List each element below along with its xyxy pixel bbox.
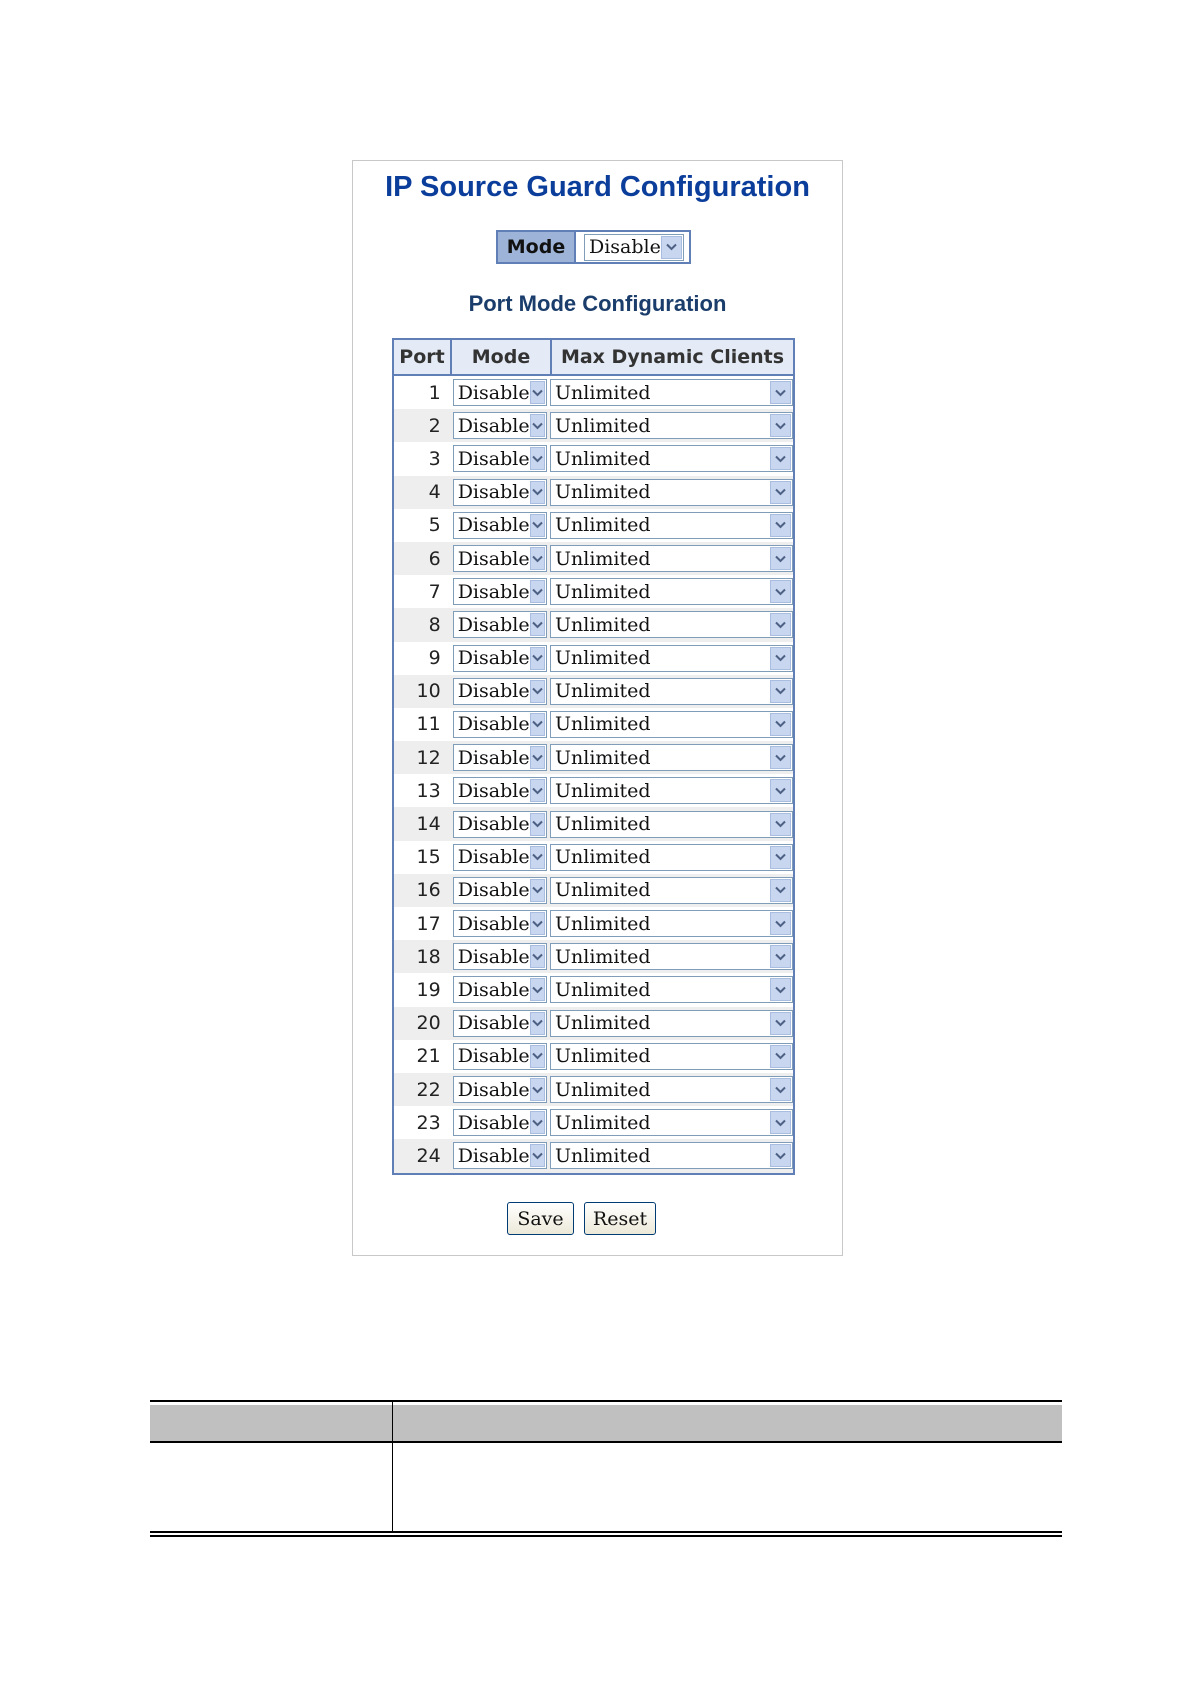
description-table: [150, 1400, 1062, 1537]
port-mode-value: Disable: [457, 680, 530, 703]
table-row: [394, 442, 793, 475]
chevron-down-icon[interactable]: [530, 746, 545, 769]
max-dynamic-clients-value: Unlimited: [555, 647, 651, 670]
chevron-down-icon[interactable]: [530, 613, 545, 636]
port-number: 8: [428, 613, 441, 636]
page-title: IP Source Guard Configuration: [385, 171, 810, 203]
max-dynamic-clients-select[interactable]: [550, 1109, 793, 1136]
max-dynamic-clients-select[interactable]: [550, 445, 793, 472]
table-row: [394, 1139, 793, 1172]
chevron-down-icon[interactable]: [530, 481, 545, 504]
max-dynamic-clients-value: Unlimited: [555, 779, 651, 802]
max-dynamic-clients-select[interactable]: [550, 943, 793, 970]
chevron-down-icon[interactable]: [770, 978, 791, 1001]
table-row: [394, 409, 793, 442]
max-dynamic-clients-select[interactable]: [550, 678, 793, 705]
port-mode-select[interactable]: [453, 711, 547, 738]
chevron-down-icon[interactable]: [530, 945, 545, 968]
port-mode-table: [392, 338, 795, 1175]
port-number: 3: [428, 447, 441, 470]
max-dynamic-clients-select[interactable]: [550, 479, 793, 506]
global-mode-select[interactable]: [584, 234, 684, 261]
section-title: Port Mode Configuration: [468, 291, 727, 316]
table-row: [394, 774, 793, 807]
table-row: [394, 642, 793, 675]
port-number: 22: [416, 1078, 441, 1101]
table-row: [394, 509, 793, 542]
port-mode-select[interactable]: [453, 611, 547, 638]
max-dynamic-clients-value: Unlimited: [555, 1012, 651, 1035]
port-mode-value: Disable: [457, 779, 530, 802]
chevron-down-icon[interactable]: [530, 1111, 545, 1134]
table-row: [394, 973, 793, 1006]
table-row: [394, 1040, 793, 1073]
table-row: [394, 940, 793, 973]
port-mode-select[interactable]: [453, 1142, 547, 1169]
port-mode-value: Disable: [457, 647, 530, 670]
port-mode-select[interactable]: [453, 1076, 547, 1103]
chevron-down-icon[interactable]: [770, 447, 791, 470]
chevron-down-icon[interactable]: [530, 381, 545, 404]
divider: [392, 1405, 393, 1532]
max-dynamic-clients-value: Unlimited: [555, 580, 651, 603]
chevron-down-icon[interactable]: [530, 912, 545, 935]
port-number: 1: [428, 381, 441, 404]
table-row: [394, 476, 793, 509]
port-mode-value: Disable: [457, 1144, 530, 1167]
table-row: [394, 1007, 793, 1040]
port-mode-select[interactable]: [453, 512, 547, 539]
table-row: [394, 741, 793, 774]
chevron-down-icon[interactable]: [530, 779, 545, 802]
port-number: 15: [416, 846, 441, 869]
chevron-down-icon[interactable]: [770, 647, 791, 670]
port-mode-value: Disable: [457, 879, 530, 902]
max-dynamic-clients-select[interactable]: [550, 611, 793, 638]
chevron-down-icon[interactable]: [770, 547, 791, 570]
max-dynamic-clients-value: Unlimited: [555, 879, 651, 902]
port-mode-value: Disable: [457, 713, 530, 736]
port-mode-select[interactable]: [453, 777, 547, 804]
port-number: 18: [416, 945, 441, 968]
table-row: [394, 1073, 793, 1106]
table-row: [394, 1106, 793, 1139]
port-mode-select[interactable]: [453, 1010, 547, 1037]
chevron-down-icon[interactable]: [770, 580, 791, 603]
port-number: 4: [428, 481, 441, 504]
port-number: 9: [428, 647, 441, 670]
port-number: 20: [416, 1012, 441, 1035]
chevron-down-icon[interactable]: [530, 1012, 545, 1035]
save-button[interactable]: Save: [507, 1202, 574, 1235]
chevron-down-icon[interactable]: [770, 879, 791, 902]
chevron-down-icon[interactable]: [770, 680, 791, 703]
port-mode-select[interactable]: [453, 877, 547, 904]
max-dynamic-clients-value: Unlimited: [555, 846, 651, 869]
button-bar: [353, 1202, 842, 1235]
chevron-down-icon[interactable]: [770, 746, 791, 769]
chevron-down-icon[interactable]: [530, 414, 545, 437]
chevron-down-icon[interactable]: [770, 1012, 791, 1035]
chevron-down-icon[interactable]: [770, 1111, 791, 1134]
max-dynamic-clients-select[interactable]: [550, 777, 793, 804]
max-dynamic-clients-value: Unlimited: [555, 978, 651, 1001]
port-mode-value: Disable: [457, 1078, 530, 1101]
max-dynamic-clients-select[interactable]: [550, 1076, 793, 1103]
chevron-down-icon[interactable]: [661, 236, 682, 259]
chevron-down-icon[interactable]: [770, 945, 791, 968]
table-row: [394, 675, 793, 708]
max-dynamic-clients-select[interactable]: [550, 844, 793, 871]
max-dynamic-clients-select[interactable]: [550, 711, 793, 738]
max-dynamic-clients-select[interactable]: [550, 910, 793, 937]
port-number: 17: [416, 912, 441, 935]
port-number: 24: [416, 1144, 441, 1167]
chevron-down-icon[interactable]: [530, 813, 545, 836]
max-dynamic-clients-value: Unlimited: [555, 1111, 651, 1134]
port-mode-select[interactable]: [453, 943, 547, 970]
port-number: 13: [416, 779, 441, 802]
description-header: [150, 1405, 1062, 1441]
chevron-down-icon[interactable]: [530, 1144, 545, 1167]
table-row: [394, 575, 793, 608]
max-dynamic-clients-value: Unlimited: [555, 680, 651, 703]
max-dynamic-clients-select[interactable]: [550, 578, 793, 605]
divider: [150, 1531, 1062, 1533]
port-number: 23: [416, 1111, 441, 1134]
chevron-down-icon[interactable]: [770, 613, 791, 636]
max-dynamic-clients-select[interactable]: [550, 811, 793, 838]
port-number: 7: [428, 580, 441, 603]
table-body: [394, 376, 793, 1173]
table-row: [394, 874, 793, 907]
port-mode-value: Disable: [457, 580, 530, 603]
max-dynamic-clients-value: Unlimited: [555, 1144, 651, 1167]
port-mode-value: Disable: [457, 613, 530, 636]
port-mode-value: Disable: [457, 978, 530, 1001]
port-mode-select[interactable]: [453, 910, 547, 937]
port-number: 19: [416, 978, 441, 1001]
chevron-down-icon[interactable]: [770, 1078, 791, 1101]
port-mode-select[interactable]: [453, 445, 547, 472]
divider: [150, 1535, 1062, 1537]
table-row: [394, 608, 793, 641]
chevron-down-icon[interactable]: [530, 447, 545, 470]
table-row: [394, 907, 793, 940]
chevron-down-icon[interactable]: [530, 978, 545, 1001]
chevron-down-icon[interactable]: [770, 1045, 791, 1068]
chevron-down-icon[interactable]: [530, 1045, 545, 1068]
max-dynamic-clients-select[interactable]: [550, 512, 793, 539]
port-mode-value: Disable: [457, 514, 530, 537]
port-number: 21: [416, 1045, 441, 1068]
port-mode-select[interactable]: [453, 412, 547, 439]
port-mode-select[interactable]: [453, 844, 547, 871]
divider: [150, 1441, 1062, 1443]
max-dynamic-clients-value: Unlimited: [555, 481, 651, 504]
chevron-down-icon[interactable]: [530, 514, 545, 537]
max-dynamic-clients-value: Unlimited: [555, 945, 651, 968]
chevron-down-icon[interactable]: [530, 580, 545, 603]
port-mode-value: Disable: [457, 912, 530, 935]
port-mode-value: Disable: [457, 414, 530, 437]
global-mode-group: [496, 230, 691, 264]
max-dynamic-clients-value: Unlimited: [555, 1078, 651, 1101]
chevron-down-icon[interactable]: [530, 1078, 545, 1101]
header-port: Port: [394, 340, 452, 374]
table-row: [394, 708, 793, 741]
max-dynamic-clients-select[interactable]: [550, 744, 793, 771]
port-mode-select[interactable]: [453, 1043, 547, 1070]
max-dynamic-clients-select[interactable]: [550, 1043, 793, 1070]
chevron-down-icon[interactable]: [770, 912, 791, 935]
port-mode-value: Disable: [457, 381, 530, 404]
chevron-down-icon[interactable]: [770, 481, 791, 504]
port-number: 16: [416, 879, 441, 902]
port-mode-value: Disable: [457, 481, 530, 504]
chevron-down-icon[interactable]: [770, 813, 791, 836]
chevron-down-icon[interactable]: [770, 779, 791, 802]
port-mode-select[interactable]: [453, 379, 547, 406]
chevron-down-icon[interactable]: [530, 680, 545, 703]
chevron-down-icon[interactable]: [530, 547, 545, 570]
max-dynamic-clients-select[interactable]: [550, 412, 793, 439]
port-mode-select[interactable]: [453, 578, 547, 605]
table-row: [394, 807, 793, 840]
divider: [150, 1400, 1062, 1402]
max-dynamic-clients-value: Unlimited: [555, 414, 651, 437]
port-mode-value: Disable: [457, 945, 530, 968]
max-dynamic-clients-select[interactable]: [550, 877, 793, 904]
port-mode-select[interactable]: [453, 545, 547, 572]
chevron-down-icon[interactable]: [770, 381, 791, 404]
port-mode-value: Disable: [457, 1012, 530, 1035]
max-dynamic-clients-value: Unlimited: [555, 613, 651, 636]
header-mode: Mode: [452, 340, 552, 374]
chevron-down-icon[interactable]: [530, 713, 545, 736]
chevron-down-icon[interactable]: [530, 846, 545, 869]
max-dynamic-clients-value: Unlimited: [555, 713, 651, 736]
max-dynamic-clients-value: Unlimited: [555, 746, 651, 769]
header-max-dynamic-clients: Max Dynamic Clients: [560, 346, 785, 368]
port-mode-value: Disable: [457, 813, 530, 836]
port-number: 10: [416, 680, 441, 703]
max-dynamic-clients-select[interactable]: [550, 1010, 793, 1037]
port-mode-value: Disable: [457, 746, 530, 769]
port-number: 11: [416, 713, 441, 736]
max-dynamic-clients-select[interactable]: [550, 976, 793, 1003]
table-row: [394, 376, 793, 409]
port-mode-select[interactable]: [453, 976, 547, 1003]
port-mode-select[interactable]: [453, 479, 547, 506]
chevron-down-icon[interactable]: [770, 713, 791, 736]
max-dynamic-clients-value: Unlimited: [555, 1045, 651, 1068]
max-dynamic-clients-value: Unlimited: [555, 514, 651, 537]
port-mode-value: Disable: [457, 1045, 530, 1068]
port-mode-value: Disable: [457, 1111, 530, 1134]
port-number: 12: [416, 746, 441, 769]
max-dynamic-clients-value: Unlimited: [555, 381, 651, 404]
port-number: 5: [428, 514, 441, 537]
config-panel: [352, 160, 843, 1256]
port-mode-select[interactable]: [453, 678, 547, 705]
port-number: 6: [428, 547, 441, 570]
chevron-down-icon[interactable]: [770, 414, 791, 437]
table-row: [394, 841, 793, 874]
table-header: [394, 340, 793, 376]
port-mode-select[interactable]: [453, 645, 547, 672]
max-dynamic-clients-select[interactable]: [550, 1142, 793, 1169]
max-dynamic-clients-value: Unlimited: [555, 912, 651, 935]
max-dynamic-clients-value: Unlimited: [555, 447, 651, 470]
chevron-down-icon[interactable]: [530, 879, 545, 902]
port-mode-select[interactable]: [453, 744, 547, 771]
port-mode-select[interactable]: [453, 1109, 547, 1136]
chevron-down-icon[interactable]: [770, 846, 791, 869]
max-dynamic-clients-value: Unlimited: [555, 547, 651, 570]
global-mode-value: Disable: [589, 236, 661, 258]
max-dynamic-clients-select[interactable]: [550, 645, 793, 672]
port-mode-value: Disable: [457, 447, 530, 470]
table-row: [394, 542, 793, 575]
port-number: 14: [416, 813, 441, 836]
port-mode-value: Disable: [457, 846, 530, 869]
port-number: 2: [428, 414, 441, 437]
chevron-down-icon[interactable]: [770, 1144, 791, 1167]
reset-button[interactable]: Reset: [584, 1202, 656, 1235]
global-mode-label: Mode: [498, 232, 576, 262]
port-mode-select[interactable]: [453, 811, 547, 838]
chevron-down-icon[interactable]: [530, 647, 545, 670]
max-dynamic-clients-select[interactable]: [550, 545, 793, 572]
max-dynamic-clients-value: Unlimited: [555, 813, 651, 836]
chevron-down-icon[interactable]: [770, 514, 791, 537]
max-dynamic-clients-select[interactable]: [550, 379, 793, 406]
port-mode-value: Disable: [457, 547, 530, 570]
